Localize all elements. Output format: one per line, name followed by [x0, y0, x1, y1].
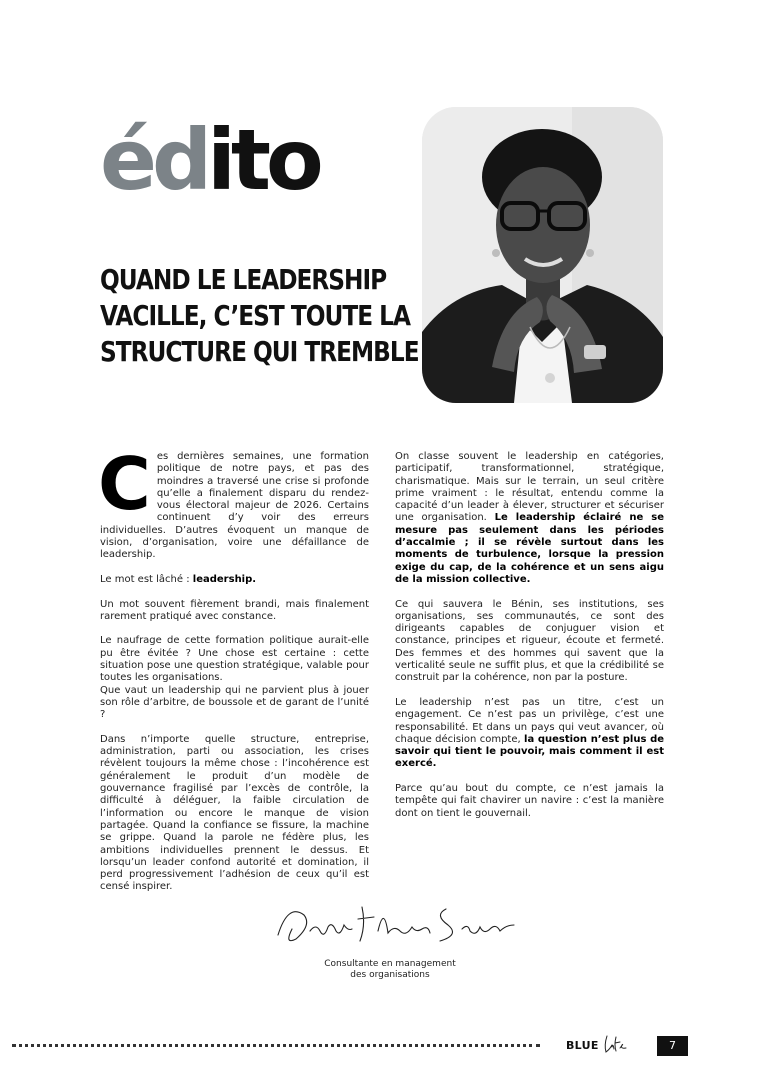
paragraph-7: Ce qui sauvera le Bénin, ses institutions, ses organisations, ses communautés, ce sont des dirigeants capables de conjuguer vision et constance, principes et rigueur, écoute et fermeté. Des femmes et des hommes qui savent que la verticalité seule ne suffit plus, et que la crédibilité se construit par la cohérence, non par la posture. — [395, 598, 664, 684]
intro-paragraph: Ces dernières semaines, une formation politique de notre pays, et pas des moindres a traversé une crise si profonde qu’elle a finalement disparu du rendez-vous électoral majeur de 2026. Certains continuent d’y voir des erreurs individuelles. D’autres évoquent un manque de vision, d’organisation, voire une défaillance de leadership. — [98, 442, 369, 561]
article-column-right — [395, 451, 664, 832]
headline-line-2: VACILLE, C’EST TOUTE LA — [100, 299, 410, 332]
magazine-brand: BLUE — [566, 1039, 599, 1052]
page-number-badge: 7 — [657, 1036, 688, 1056]
edito-title — [100, 111, 319, 209]
paragraph-8: Le leadership n’est pas un titre, c’est un engagement. Ce n’est pas un privilège, c’est une responsabilité. Et dans un pays qui veut avancer, où chaque décision compte, la question n’est plus de savoir qui tient le pouvoir, mais comment il est exercé. — [395, 696, 665, 770]
title-part-black: ito — [207, 111, 319, 209]
footer-dotted-rule — [12, 1044, 540, 1047]
paragraph-6: On classe souvent le leadership en catégories, participatif, transformationnel, stratégique, charismatique. Mais sur le terrain, un seul critère prime vraiment : le résultat, entendu comme la capacité d’un leader à élever, structurer et sécuriser une organisation. Le leadership éclairé ne se mesure pas seulement dans les périodes d’accalmie ; il se révèle surtout dans les moments de turbulence, lorsque la pression exige du cap, de la cohérence et un sens aigu de la mission collective. — [395, 451, 664, 585]
paragraph-5: Dans n’importe quelle structure, entreprise, administration, parti ou association, les crises révèlent toujours la même chose : l’incohérence est généralement le produit d’un modèle de gouvernance fragilisé par l’excès de contrôle, la difficulté à déléguer, la faible circulation de l’information ou encore le manque de vision partagée. Quand la confiance se fissure, la machine se grippe. Quand la parole ne fédère plus, les ambitions individuelles prennent le dessus. Et lorsqu’un leader confond autorité et domination, il perd progressivement l’adhésion de ceux qu’il est censé inspirer. — [100, 733, 369, 893]
title-part-grey: éd — [100, 111, 208, 209]
headline-line-3: STRUCTURE QUI TREMBLE — [100, 335, 419, 368]
paragraph-3: Un mot souvent fièrement brandi, mais finalement rarement pratiqué avec constance. — [100, 598, 369, 622]
paragraph-2: Le mot est lâché : leadership. — [100, 573, 257, 585]
headline-line-1: QUAND LE LEADERSHIP — [100, 263, 387, 296]
portrait-illustration — [422, 107, 663, 403]
author-signature — [270, 895, 520, 955]
author-title-line-1: Consultante en management — [324, 959, 456, 969]
paragraph-4: Le naufrage de cette formation politique aurait-elle pu être évitée ? Une chose est certaine : cette situation pose une question stratégique, valable pour toutes les organisations. Que vaut un leadership qui ne parvient plus à jouer son rôle d’arbitre, de boussole et de garant de l’unité ? — [100, 635, 369, 721]
drop-cap: C — [98, 442, 151, 526]
author-title-line-2: des organisations — [350, 970, 430, 980]
article-column-left — [98, 442, 369, 906]
magazine-brand-script-logo — [602, 1033, 628, 1055]
headline — [100, 262, 419, 370]
author-portrait — [422, 107, 663, 403]
author-title — [280, 959, 500, 981]
paragraph-9: Parce qu’au bout du compte, ce n’est jamais la tempête qui fait chavirer un navire : c’est la manière dont on tient le gouvernail. — [395, 783, 664, 819]
